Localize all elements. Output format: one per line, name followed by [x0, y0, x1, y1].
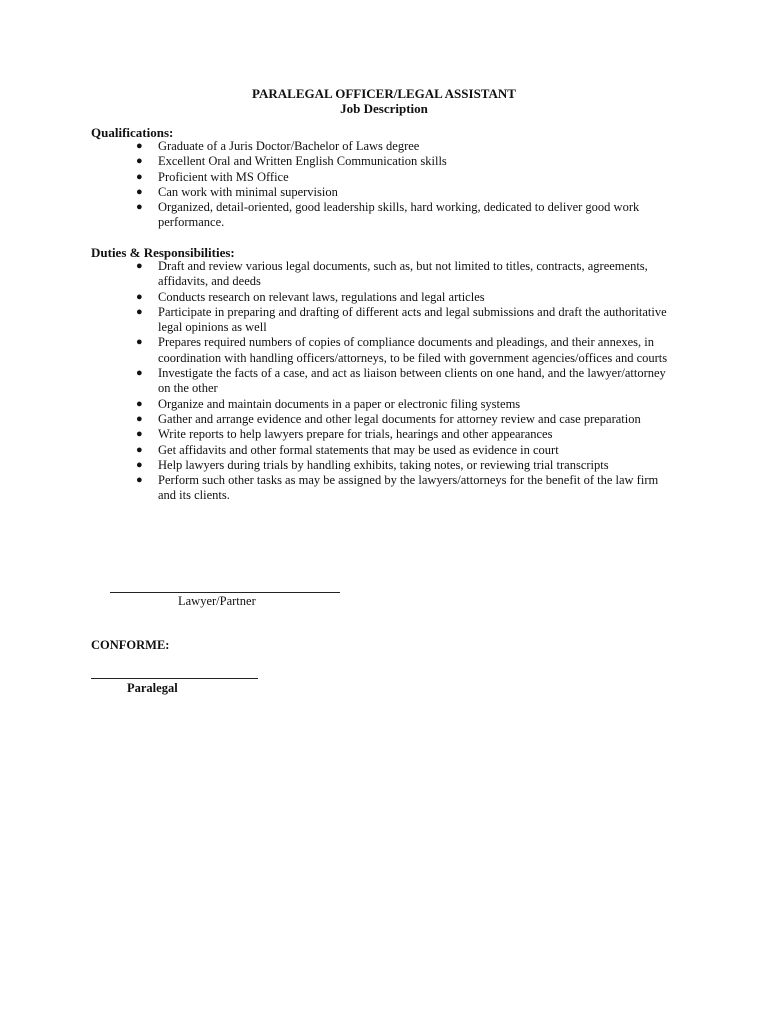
bullet-icon: ●	[136, 260, 143, 272]
list-item-text: Organize and maintain documents in a paper or electronic filing systems	[158, 396, 521, 411]
list-item	[0, 443, 678, 458]
list-item-text: Investigate the facts of a case, and act as liaison between clients on one hand, and the lawyer/attorney on the other	[158, 366, 666, 396]
list-item	[0, 259, 678, 290]
bullet-icon: ●	[136, 170, 143, 183]
paralegal-signature-label: Paralegal	[127, 681, 178, 695]
bullet-icon: ●	[136, 201, 143, 214]
paralegal-signature-line	[91, 678, 258, 679]
list-item-text: Get affidavits and other formal statements that may be used as evidence in court	[158, 442, 559, 457]
list-item-text: Excellent Oral and Written English Communication skills	[158, 154, 447, 169]
list-item-text: Prepares required numbers of copies of compliance documents and pleadings, and their annexes, in coordination with handling officers/attorneys, to be filed with government agencies/offices and courts	[158, 335, 668, 365]
list-item-text: Perform such other tasks as may be assigned by the lawyers/attorneys for the benefit of the law firm and its clients.	[158, 473, 659, 503]
lawyer-signature-line	[110, 592, 340, 593]
list-item	[0, 200, 678, 231]
bullet-icon: ●	[136, 305, 143, 318]
bullet-icon: ●	[136, 443, 143, 456]
document-title: PARALEGAL OFFICER/LEGAL ASSISTANT	[252, 86, 516, 101]
conforme-label: CONFORME:	[91, 638, 170, 652]
bullet-icon: ●	[136, 474, 143, 487]
duties-list	[0, 259, 768, 504]
document-header	[0, 86, 768, 116]
duties-heading: Duties & Responsibilities:	[91, 245, 235, 260]
list-item	[0, 412, 678, 427]
bullet-icon: ●	[136, 290, 143, 303]
list-item-text: Graduate of a Juris Doctor/Bachelor of Laws degree	[158, 139, 420, 153]
qualifications-list	[0, 139, 768, 231]
list-item-text: Can work with minimal supervision	[158, 184, 338, 199]
bullet-icon: ●	[136, 140, 143, 152]
list-item	[0, 185, 678, 200]
list-item	[0, 170, 678, 185]
list-item-text: Proficient with MS Office	[158, 169, 289, 184]
bullet-icon: ●	[136, 336, 143, 349]
bullet-icon: ●	[136, 458, 143, 471]
lawyer-signature-label: Lawyer/Partner	[178, 594, 256, 608]
qualifications-heading: Qualifications:	[91, 125, 174, 140]
list-item	[0, 397, 678, 412]
list-item	[0, 139, 678, 154]
list-item	[0, 154, 678, 169]
list-item	[0, 305, 678, 336]
list-item	[0, 458, 678, 473]
list-item	[0, 473, 678, 504]
list-item-text: Participate in preparing and drafting of different acts and legal submissions and draft the authoritative legal opinions as well	[158, 304, 667, 335]
bullet-icon: ●	[136, 367, 143, 380]
list-item	[0, 427, 678, 442]
list-item	[0, 290, 678, 305]
bullet-icon: ●	[136, 155, 143, 168]
bullet-icon: ●	[136, 412, 143, 425]
bullet-icon: ●	[136, 185, 143, 198]
bullet-icon: ●	[136, 397, 143, 410]
list-item	[0, 335, 678, 366]
list-item-text: Draft and review various legal documents, such as, but not limited to titles, contracts, agreements, affidavits, and deeds	[158, 259, 648, 289]
list-item-text: Help lawyers during trials by handling exhibits, taking notes, or reviewing trial transcripts	[158, 457, 609, 472]
bullet-icon: ●	[136, 428, 143, 441]
list-item-text: Organized, detail-oriented, good leadership skills, hard working, dedicated to deliver good work performance.	[158, 200, 640, 230]
list-item	[0, 366, 678, 397]
document-subtitle: Job Description	[340, 101, 428, 116]
list-item-text: Gather and arrange evidence and other legal documents for attorney review and case preparation	[158, 411, 641, 426]
list-item-text: Write reports to help lawyers prepare for trials, hearings and other appearances	[158, 427, 553, 442]
list-item-text: Conducts research on relevant laws, regulations and legal articles	[158, 289, 485, 304]
